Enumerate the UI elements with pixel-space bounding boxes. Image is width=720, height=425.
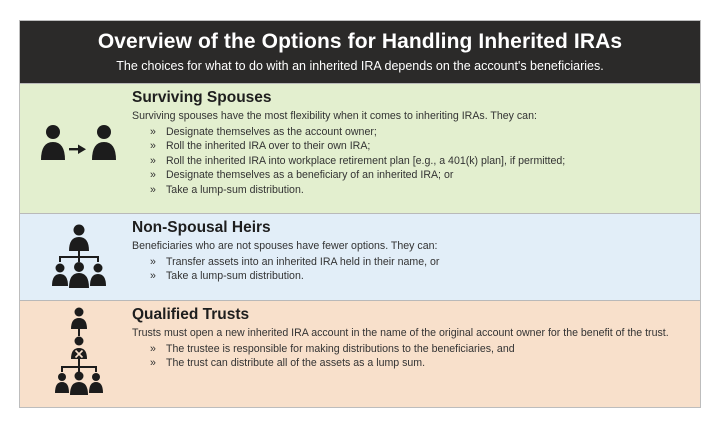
- family-tree-icon: [50, 224, 108, 294]
- list-item: » Transfer assets into an inherited IRA held in their name, or: [150, 255, 692, 269]
- page-subtitle: The choices for what to do with an inherited IRA depends on the account's beneficiaries.: [116, 59, 604, 73]
- trust-hierarchy-icon: [55, 307, 103, 403]
- list-item: » Roll the inherited IRA into workplace retirement plan [e.g., a 401(k) plan], if permitted;: [150, 154, 692, 168]
- list-item: » Roll the inherited IRA over to their own IRA;: [150, 139, 692, 153]
- list-item: » The trustee is responsible for making distributions to the beneficiaries, and: [150, 342, 692, 356]
- option-list: [132, 255, 692, 284]
- list-item: » The trust can distribute all of the assets as a lump sum.: [150, 356, 692, 370]
- option-list: [132, 342, 692, 371]
- section-description: Surviving spouses have the most flexibility when it comes to inheriting IRAs. They can:: [132, 110, 537, 122]
- header-banner: [20, 21, 700, 83]
- page-title: Overview of the Options for Handling Inherited IRAs: [97, 30, 623, 53]
- section-qualified-trusts: [20, 300, 700, 408]
- section-title: Qualified Trusts: [132, 306, 250, 323]
- section-description: Trusts must open a new inherited IRA account in the name of the original account owner for the benefit of the trust.: [132, 327, 669, 339]
- section-content: [132, 88, 692, 197]
- list-item: » Designate themselves as a beneficiary of an inherited IRA; or: [150, 168, 692, 182]
- section-content: [132, 305, 692, 371]
- section-description: Beneficiaries who are not spouses have fewer options. They can:: [132, 240, 438, 252]
- list-item: » Designate themselves as the account owner;: [150, 125, 692, 139]
- section-title: Non-Spousal Heirs: [132, 219, 271, 236]
- person-to-person-icon: [40, 124, 120, 164]
- list-item: » Take a lump-sum distribution.: [150, 183, 692, 197]
- section-non-spousal-heirs: [20, 213, 700, 300]
- section-title: Surviving Spouses: [132, 89, 272, 106]
- section-content: [132, 218, 692, 284]
- option-list: [132, 125, 692, 197]
- infographic: [19, 20, 701, 408]
- list-item: » Take a lump-sum distribution.: [150, 269, 692, 283]
- section-surviving-spouses: [20, 83, 700, 213]
